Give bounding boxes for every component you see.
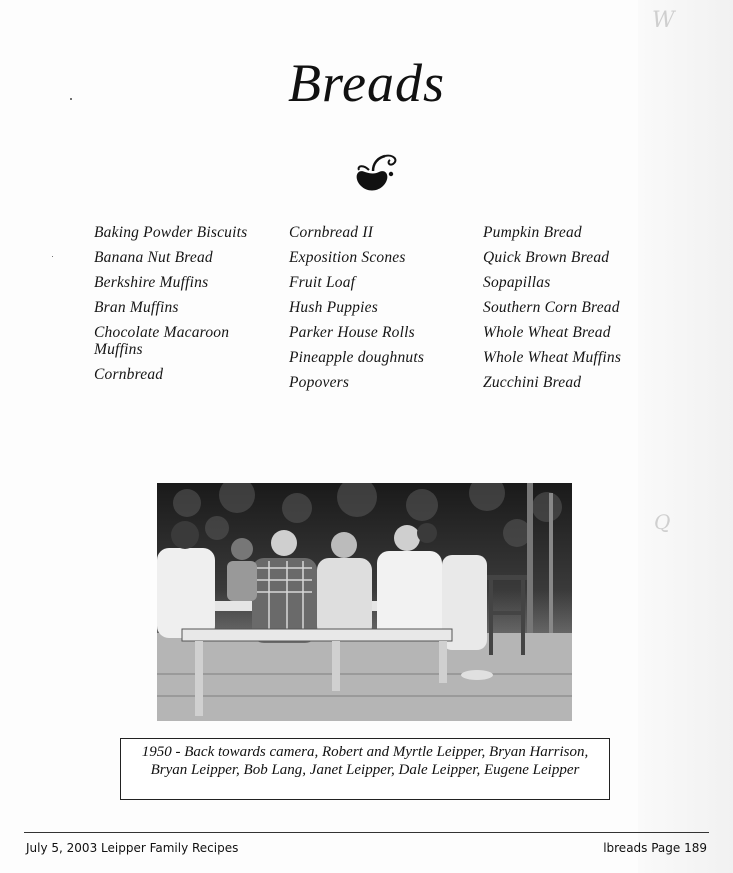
recipe-column-3 — [483, 224, 673, 399]
footer-page-number: lbreads Page 189 — [603, 841, 707, 855]
recipe-item: Whole Wheat Bread — [483, 324, 611, 341]
recipe-item: Southern Corn Bread — [483, 299, 620, 316]
family-picnic-photo — [157, 483, 572, 721]
footer-date-title: July 5, 2003 Leipper Family Recipes — [26, 841, 239, 855]
recipe-item: Whole Wheat Muffins — [483, 349, 622, 366]
recipe-item: Fruit Loaf — [289, 274, 356, 291]
bleed-glyphs: Q — [654, 510, 671, 534]
bleed-glyphs: W — [652, 8, 675, 33]
recipe-item: Cornbread — [94, 366, 164, 383]
recipe-item: Pumpkin Bread — [483, 224, 582, 241]
recipe-item: Parker House Rolls — [289, 324, 415, 341]
recipe-item: Banana Nut Bread — [94, 249, 213, 266]
recipe-item: Quick Brown Bread — [483, 249, 610, 266]
page-title: Breads — [288, 53, 445, 113]
footer-divider — [24, 832, 709, 833]
recipe-item: Bran Muffins — [94, 299, 179, 316]
recipe-column-1 — [94, 224, 284, 391]
recipe-item: Baking Powder Biscuits — [94, 224, 248, 241]
apple-flourish-icon — [347, 150, 403, 192]
recipe-column-2 — [289, 224, 479, 399]
recipe-item: Chocolate Macaroon Muffins — [94, 324, 230, 358]
recipe-item: Popovers — [289, 374, 350, 391]
recipe-item: Zucchini Bread — [483, 374, 582, 391]
recipe-item: Sopapillas — [483, 274, 551, 291]
recipe-item: Cornbread II — [289, 224, 374, 241]
recipe-item: Pineapple doughnuts — [289, 349, 425, 366]
scan-speck — [52, 256, 53, 257]
recipe-item: Exposition Scones — [289, 249, 406, 266]
photo-caption: 1950 - Back towards camera, Robert and Myrtle Leipper, Bryan Harrison, Bryan Leipper, Bob Lang, Janet Leipper, Dale Leipper, Eugene Leipper — [141, 744, 589, 778]
photo-caption-box — [120, 738, 610, 800]
recipe-item: Hush Puppies — [289, 299, 378, 316]
facing-page-bleed — [638, 0, 733, 873]
recipe-item: Berkshire Muffins — [94, 274, 209, 291]
